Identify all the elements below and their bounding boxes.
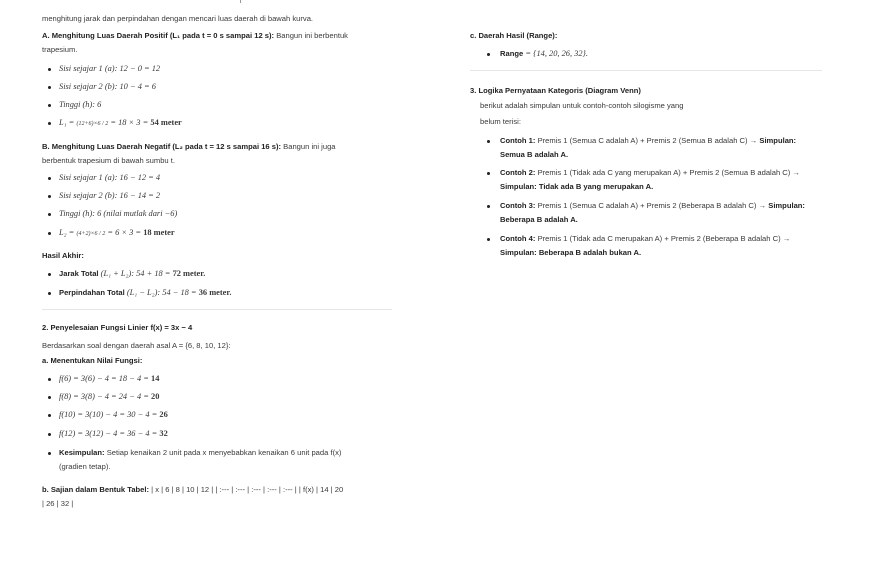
- example-text: Premis 1 (Semua C adalah A) + Premis 2 (Beberapa B adalah C) →: [537, 201, 767, 210]
- fx-result: 20: [151, 392, 160, 401]
- sub-a-heading: a. Menentukan Nilai Fungsi:: [42, 356, 143, 365]
- perpindahan-result: 36 meter.: [198, 288, 232, 297]
- formula-lhs: L₁ =: [59, 118, 75, 127]
- fx-result: 26: [159, 410, 168, 419]
- example-item: [470, 136, 796, 146]
- jarak-total: [42, 269, 205, 279]
- example-text: Premis 1 (Tidak ada C yang merupakan A) + Premis 2 (Semua B adalah C) →: [537, 168, 801, 177]
- list-item: Sisi sejajar 2 (b): 10 − 4 = 6: [42, 82, 156, 92]
- example-label: Contoh 4:: [500, 234, 536, 243]
- perpindahan-label: Perpindahan Total: [59, 288, 125, 297]
- fx-expr: f(6) = 3(6) − 4 = 18 − 4 =: [59, 374, 149, 383]
- list-item: Sisi sejajar 1 (a): 12 − 0 = 12: [42, 64, 160, 74]
- example-item: [470, 201, 805, 211]
- fx-expr: f(8) = 3(8) − 4 = 24 − 4 =: [59, 392, 149, 401]
- divider: [470, 70, 822, 71]
- fx-result: 32: [159, 429, 168, 438]
- example-item: [470, 234, 790, 244]
- example-label: Contoh 3:: [500, 201, 536, 210]
- kesimpulan-label: Kesimpulan:: [59, 448, 105, 457]
- perpindahan-total: [42, 288, 231, 298]
- list-item: [42, 374, 159, 384]
- example-label: Contoh 1:: [500, 136, 536, 145]
- formula-fraction: (4+2)×6 / 2: [76, 231, 106, 237]
- section-b-text-2: berbentuk trapesium di bawah sumbu t.: [42, 156, 175, 165]
- perpindahan-expr: (L₁ − L₂): 54 − 18 =: [126, 288, 197, 297]
- fx-result: 14: [151, 374, 160, 383]
- formula-mid: = 18 × 3 =: [110, 118, 149, 127]
- section-b-text: Bangun ini juga: [283, 142, 336, 151]
- formula-l2: [42, 228, 175, 239]
- section-2-text: Berdasarkan soal dengan daerah asal A = {6, 8, 10, 12}:: [42, 341, 231, 350]
- example-label: Contoh 2:: [500, 168, 536, 177]
- jarak-label: Jarak Total: [59, 269, 99, 278]
- kesimpulan: [42, 448, 341, 458]
- section-3-text: berikut adalah simpulan untuk contoh-contoh silogisme yang: [480, 101, 684, 110]
- list-item: [42, 392, 159, 402]
- intro-text: menghitung jarak dan perpindahan dengan mencari luas daerah di bawah kurva.: [42, 14, 314, 23]
- section-3-heading: 3. Logika Pernyataan Kategoris (Diagram Venn): [470, 86, 641, 95]
- formula-result: 54 meter: [150, 118, 182, 127]
- kesimpulan-text: Setiap kenaikan 2 unit pada x menyebabkan kenaikan 6 unit pada f(x): [106, 448, 342, 457]
- list-item: [42, 429, 168, 439]
- formula-mid: = 6 × 3 =: [107, 228, 142, 237]
- formula-l1: [42, 118, 182, 129]
- example-text: Premis 1 (Semua C adalah A) + Premis 2 (Semua B adalah C) →: [537, 136, 758, 145]
- kesimpulan-text-2: (gradien tetap).: [59, 462, 111, 471]
- sub-b-label: b. Sajian dalam Bentuk Tabel:: [42, 485, 150, 494]
- section-a-text-2: trapesium.: [42, 45, 78, 54]
- list-item: Tinggi (h): 6 (nilai mutlak dari −6): [42, 209, 177, 219]
- divider: [42, 309, 392, 310]
- list-item: [42, 410, 168, 420]
- sub-b-line: [42, 485, 343, 495]
- section-b-heading-line: [42, 142, 336, 152]
- list-item: Tinggi (h): 6: [42, 100, 101, 110]
- example-text: Premis 1 (Tidak ada C merupakan A) + Premis 2 (Beberapa B adalah C) →: [537, 234, 791, 243]
- section-a-heading-line: [42, 31, 348, 41]
- fx-expr: f(10) = 3(10) − 4 = 30 − 4 =: [59, 410, 158, 419]
- example-simpulan-label: Simpulan:: [768, 201, 805, 210]
- example-item: [470, 168, 800, 178]
- hasil-heading: Hasil Akhir:: [42, 251, 84, 260]
- range-label: Range: [500, 49, 524, 58]
- example-simpulan: Beberapa B adalah A.: [500, 215, 578, 224]
- jarak-result: 72 meter.: [172, 269, 206, 278]
- list-item: Sisi sejajar 2 (b): 16 − 14 = 2: [42, 191, 160, 201]
- example-simpulan: Semua B adalah A.: [500, 150, 569, 159]
- example-simpulan-label: Simpulan:: [759, 136, 797, 145]
- formula-result: 18 meter: [143, 228, 175, 237]
- jarak-expr: (L₁ + L₂): 54 + 18 =: [100, 269, 171, 278]
- sub-b-text-2: | 26 | 32 |: [42, 499, 74, 508]
- section-c-heading: c. Daerah Hasil (Range):: [470, 31, 558, 40]
- top-edge-mark: [240, 0, 241, 3]
- section-3-text-2: belum terisi:: [480, 117, 521, 126]
- section-a-heading: A. Menghitung Luas Daerah Positif (L₁ pada t = 0 s sampai 12 s):: [42, 31, 275, 40]
- example-simpulan: Simpulan: Tidak ada B yang merupakan A.: [500, 182, 654, 191]
- example-simpulan: Simpulan: Beberapa B adalah bukan A.: [500, 248, 642, 257]
- section-a-text: Bangun ini berbentuk: [276, 31, 348, 40]
- section-2-heading: 2. Penyelesaian Fungsi Linier f(x) = 3x − 4: [42, 323, 193, 332]
- formula-lhs: L₂ =: [59, 228, 75, 237]
- formula-fraction: (12+6)×6 / 2: [76, 121, 109, 127]
- section-b-heading: B. Menghitung Luas Daerah Negatif (L₂ pada t = 12 s sampai 16 s):: [42, 142, 282, 151]
- sub-b-text: | x | 6 | 8 | 10 | 12 | | :--- | :--- | :--- | :--- | :--- | | f(x) | 14 | 20: [151, 485, 344, 494]
- fx-expr: f(12) = 3(12) − 4 = 36 − 4 =: [59, 429, 158, 438]
- range-value: = {14, 20, 26, 32}.: [525, 49, 588, 58]
- list-item: Sisi sejajar 1 (a): 16 − 12 = 4: [42, 173, 160, 183]
- range-item: [470, 49, 588, 59]
